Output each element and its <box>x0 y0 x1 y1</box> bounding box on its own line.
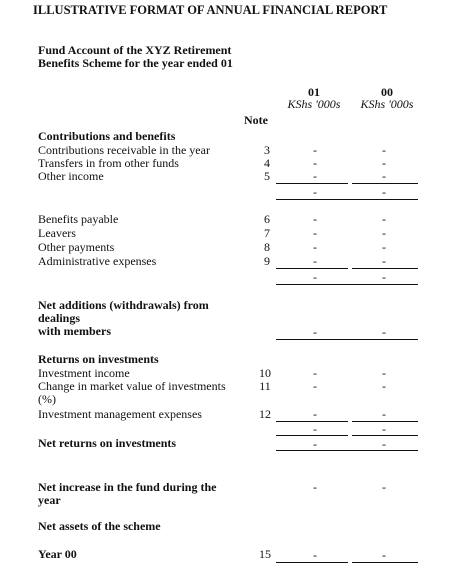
value-year2: - <box>382 366 386 380</box>
net-additions-line1: Net additions (withdrawals) from <box>38 298 209 312</box>
row-label: Administrative expenses <box>38 254 157 268</box>
note-column-header: Note <box>244 113 268 127</box>
value-year2: - <box>382 169 386 183</box>
value-year1: - <box>313 366 317 380</box>
net-increase-year2: - <box>382 480 386 494</box>
column-year-00: 00 <box>381 85 393 99</box>
total-rule <box>276 450 418 451</box>
value-year1: - <box>313 407 317 421</box>
subtotal-year2: - <box>382 422 386 436</box>
net-returns-label: Net returns on investments <box>38 436 177 450</box>
subtotal-rule <box>352 562 418 563</box>
column-unit-01: KShs '000s <box>287 97 341 111</box>
net-additions-line3: with members <box>38 324 111 338</box>
value-year1: - <box>313 240 317 254</box>
row-label-continued: (%) <box>38 392 56 406</box>
row-note: 3 <box>264 143 270 157</box>
value-year2: - <box>382 240 386 254</box>
total-rule <box>276 284 418 285</box>
row-note: 12 <box>259 407 271 421</box>
row-note: 11 <box>259 379 271 393</box>
net-increase-line2: year <box>38 493 61 507</box>
net-returns-year1: - <box>313 437 317 451</box>
subtotal-rule <box>276 183 348 184</box>
row-label: Benefits payable <box>38 212 119 226</box>
value-year2: - <box>382 156 386 170</box>
subtotal-rule <box>276 268 348 269</box>
row-label: Leavers <box>38 226 76 240</box>
row-note: 5 <box>264 169 270 183</box>
net-additions-year1: - <box>313 325 317 339</box>
subtotal-rule <box>276 562 348 563</box>
subtotal-year2: - <box>382 270 386 284</box>
subtotal-year1: - <box>313 185 317 199</box>
row-label: Transfers in from other funds <box>38 156 179 170</box>
row-note: 9 <box>264 254 270 268</box>
contributions-heading: Contributions and benefits <box>38 129 176 143</box>
value-year1: - <box>313 226 317 240</box>
page-title: ILLUSTRATIVE FORMAT OF ANNUAL FINANCIAL REPORT <box>33 3 388 17</box>
value-year1: - <box>313 169 317 183</box>
value-year2: - <box>382 143 386 157</box>
net-assets-label: Net assets of the scheme <box>38 519 161 533</box>
total-rule <box>276 199 418 200</box>
subtotal-rule <box>352 268 418 269</box>
value-year1: - <box>313 254 317 268</box>
row-label: Other payments <box>38 240 115 254</box>
year-00-value-year2: - <box>382 548 386 562</box>
subtotal-rule <box>276 421 348 422</box>
subtotal-rule <box>352 183 418 184</box>
value-year2: - <box>382 254 386 268</box>
net-additions-year2: - <box>382 325 386 339</box>
row-note: 6 <box>264 212 270 226</box>
column-unit-00: KShs '000s <box>360 97 414 111</box>
net-returns-year2: - <box>382 437 386 451</box>
year-00-label: Year 00 <box>38 547 77 561</box>
column-year-01: 01 <box>308 85 320 99</box>
value-year2: - <box>382 379 386 393</box>
value-year1: - <box>313 143 317 157</box>
net-increase-year1: - <box>313 480 317 494</box>
subtotal-year1: - <box>313 422 317 436</box>
row-note: 7 <box>264 226 270 240</box>
total-rule <box>276 339 418 340</box>
net-additions-line2: dealings <box>38 311 81 325</box>
account-heading-line1: Fund Account of the XYZ Retirement <box>38 43 232 57</box>
row-label: Contributions receivable in the year <box>38 143 210 157</box>
year-00-value-year1: - <box>313 548 317 562</box>
row-label: Investment income <box>38 366 130 380</box>
subtotal-rule <box>352 435 418 436</box>
row-note: 10 <box>259 366 271 380</box>
row-label: Investment management expenses <box>38 407 202 421</box>
subtotal-rule <box>276 435 348 436</box>
subtotal-year2: - <box>382 185 386 199</box>
subtotal-year1: - <box>313 270 317 284</box>
row-note: 4 <box>264 156 270 170</box>
account-heading-line2: Benefits Scheme for the year ended 01 <box>38 56 233 70</box>
returns-heading: Returns on investments <box>38 352 159 366</box>
value-year2: - <box>382 407 386 421</box>
net-increase-line1: Net increase in the fund during the <box>38 480 217 494</box>
row-note: 8 <box>264 240 270 254</box>
value-year2: - <box>382 226 386 240</box>
value-year1: - <box>313 212 317 226</box>
row-label: Change in market value of investments <box>38 379 226 393</box>
value-year2: - <box>382 212 386 226</box>
value-year1: - <box>313 379 317 393</box>
value-year1: - <box>313 156 317 170</box>
row-label: Other income <box>38 169 104 183</box>
year-00-note: 15 <box>259 547 271 561</box>
